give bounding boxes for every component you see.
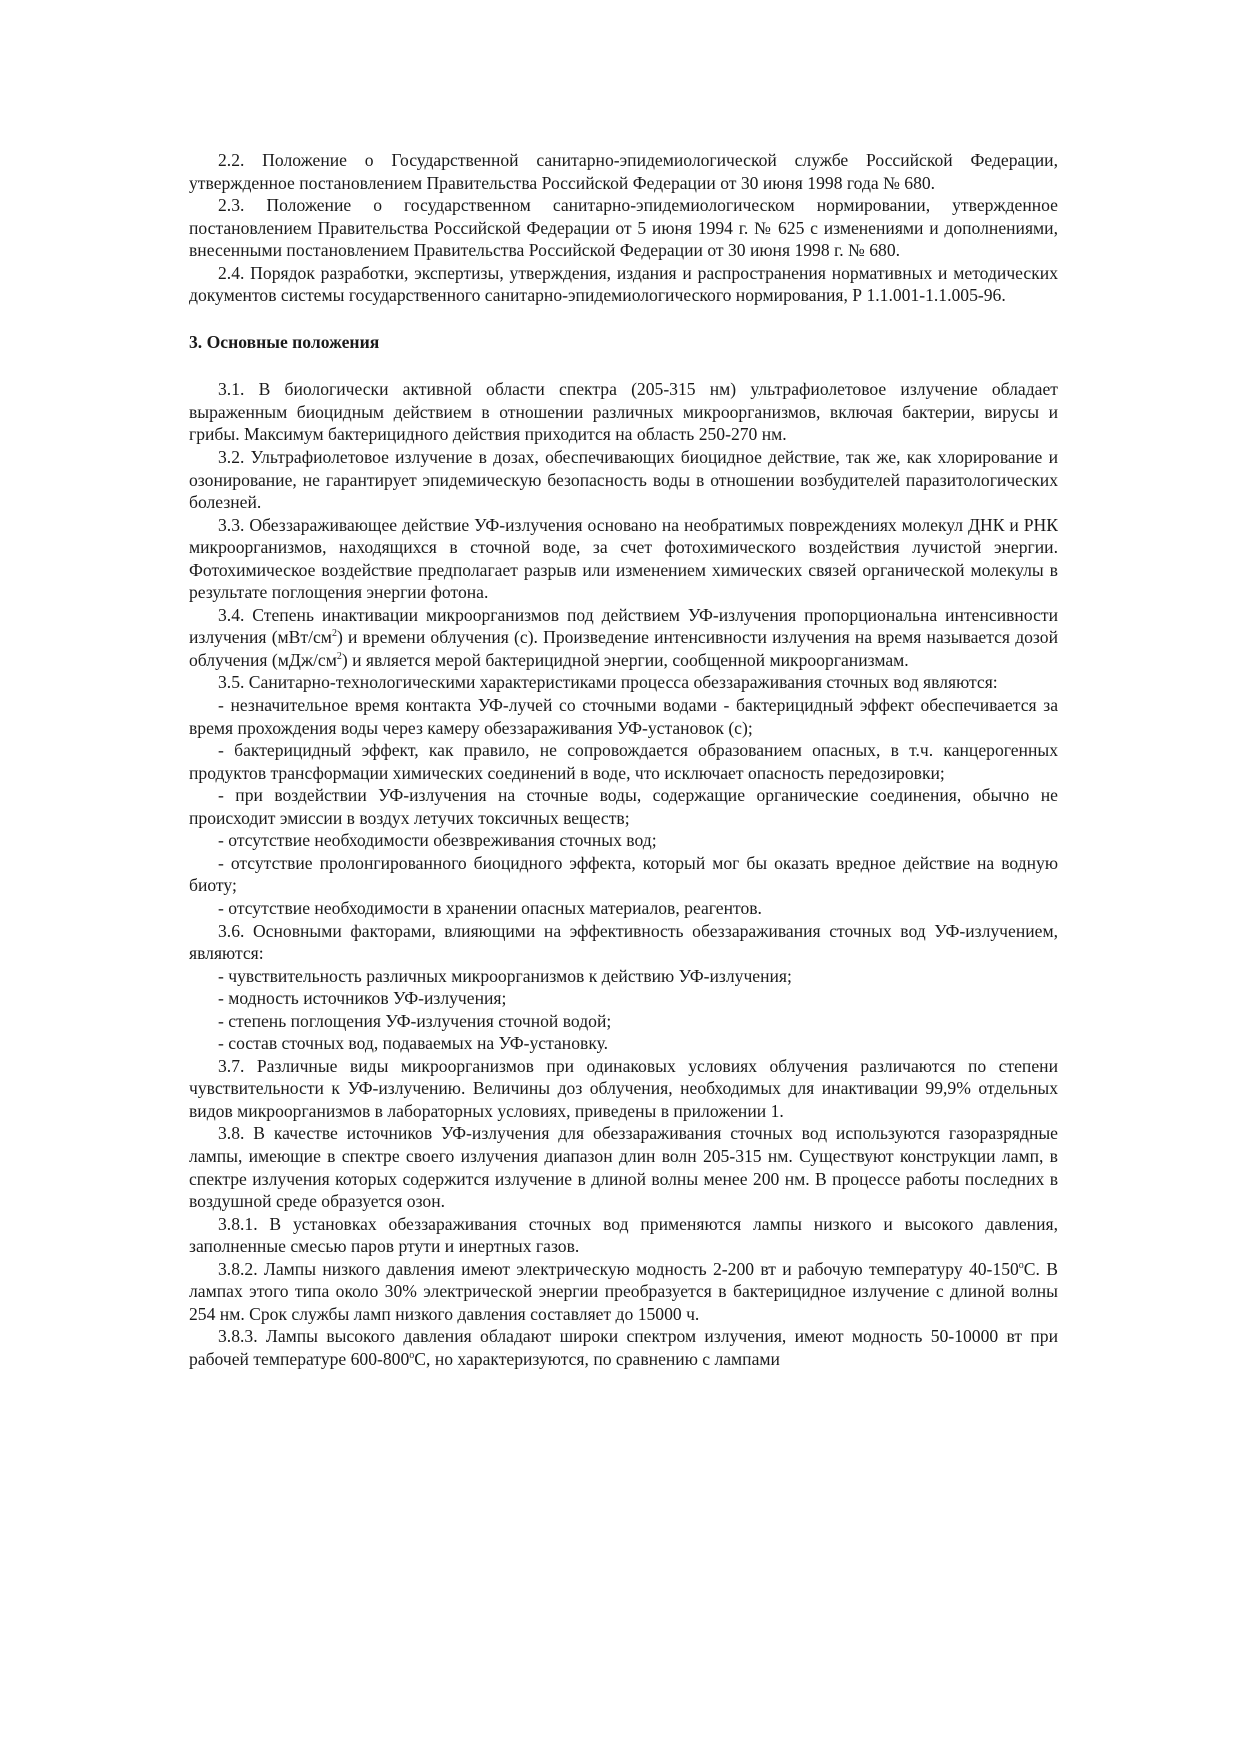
paragraph-3-8-1: 3.8.1. В установках обеззараживания сточных вод применяются лампы низкого и высокого давления, заполненные смесью паров ртути и инертных газов. <box>189 1213 1058 1257</box>
paragraph-2-3: 2.3. Положение о государственном санитарно-эпидемиологическом нормировании, утвержденное постановлением Правительства Российской Федерации от 5 июня 1994 г. № 625 с изменениями и дополнениями, внесенными постановлением Правительства Российской Федерации от 30 июня 1998 г. № 680. <box>189 195 1058 261</box>
paragraph-3-2: 3.2. Ультрафиолетовое излучение в дозах, обеспечивающих биоцидное действие, так же, как хлорирование и озонирование, не гарантирует эпидемическую безопасность воды в отношении возбудителей паразитологических болезней. <box>189 447 1058 513</box>
paragraph-3-8-3-text-b: С, но характеризуются, по сравнению с лампами <box>414 1348 780 1369</box>
degree-superscript: о <box>1018 1259 1024 1271</box>
list-item: - отсутствие пролонгированного биоцидного эффекта, который мог бы оказать вредное действие на водную биоту; <box>189 852 1058 896</box>
list-item: - отсутствие необходимости в хранении опасных материалов, реагентов. <box>218 897 762 918</box>
paragraph-3-4 <box>189 604 1058 672</box>
paragraph-3-8-2-text-b: С. В лампах этого типа около 30% электрической энергии преобразуется в бактерицидное излучение с длиной волны 254 нм. Срок службы ламп низкого давления составляет до 15000 ч. <box>189 1258 1058 1324</box>
list-item: - при воздействии УФ-излучения на сточные воды, содержащие органические соединения, обычно не происходит эмиссии в воздух летучих токсичных веществ; <box>189 785 1058 828</box>
degree-superscript: о <box>409 1349 415 1361</box>
paragraph-2-2: 2.2. Положение о Государственной санитарно-эпидемиологической службе Российской Федерации, утвержденное постановлением Правительства Российской Федерации от 30 июня 1998 года № 680. <box>189 150 1058 193</box>
paragraph-3-4-text-c: ) и является мерой бактерицидной энергии, сообщенной микроорганизмам. <box>341 649 909 670</box>
paragraph-3-4-text-a: 3.4. Степень инактивации микроорганизмов под действием УФ-излучения пропорциональна интенсивности излучения (мВт/см <box>189 604 1058 648</box>
paragraph-3-7: 3.7. Различные виды микроорганизмов при одинаковых условиях облучения различаются по степени чувствительности к УФ-излучению. Величины доз облучения, необходимых для инактивации 99,9% отдельных видов микроорганизмов в лабораторных условиях, приведены в приложении 1. <box>189 1055 1058 1121</box>
list-item: - степень поглощения УФ-излучения сточной водой; <box>218 1010 612 1031</box>
list-item: - незначительное время контакта УФ-лучей со сточными водами - бактерицидный эффект обеспечивается за время прохождения воды через камеру обеззараживания УФ-установок (с); <box>189 695 1058 738</box>
list-item: - бактерицидный эффект, как правило, не сопровождается образованием опасных, в т.ч. канцерогенных продуктов трансформации химических соединений в воде, что исключает опасность передозировки; <box>189 740 1058 783</box>
paragraph-3-1: 3.1. В биологически активной области спектра (205-315 нм) ультрафиолетовое излучение обладает выраженным биоцидным действием в отношении различных микроорганизмов, включая бактерии, вирусы и грибы. Максимум бактерицидного действия приходится на область 250-270 нм. <box>189 379 1058 445</box>
document-body <box>189 149 1058 1370</box>
list-item: - чувствительность различных микроорганизмов к действию УФ-излучения; <box>218 965 792 986</box>
superscript-2: 2 <box>336 650 342 662</box>
paragraph-3-5: 3.5. Санитарно-технологическими характеристиками процесса обеззараживания сточных вод являются: <box>218 672 998 693</box>
paragraph-3-8: 3.8. В качестве источников УФ-излучения для обеззараживания сточных вод используются газоразрядные лампы, имеющие в спектре своего излучения диапазон длин волн 205-315 нм. Существуют конструкции ламп, в спектре излучения которых содержится излучение в длиной волны менее 200 нм. В процессе работы последних в воздушной среде образуется озон. <box>189 1123 1058 1212</box>
paragraph-3-6: 3.6. Основными факторами, влияющими на эффективность обеззараживания сточных вод УФ-излучением, являются: <box>189 920 1058 964</box>
paragraph-3-8-3-text-a: 3.8.3. Лампы высокого давления обладают широки спектром излучения, имеют модность 50-10000 вт при рабочей температуре 600-800 <box>189 1326 1058 1369</box>
paragraph-3-4-text-b: ) и времени облучения (с). Произведение интенсивности излучения на время называется дозой облучения (мДж/см <box>189 627 1058 670</box>
paragraph-2-4: 2.4. Порядок разработки, экспертизы, утверждения, издания и распространения нормативных и методических документов системы государственного санитарно-эпидемиологического нормирования, Р 1.1.001-1.1.005-96. <box>189 262 1058 306</box>
superscript-2: 2 <box>331 628 337 640</box>
paragraph-3-8-3 <box>189 1325 1058 1370</box>
list-item: - состав сточных вод, подаваемых на УФ-установку. <box>218 1033 609 1054</box>
list-item: - отсутствие необходимости обезвреживания сточных вод; <box>218 830 657 851</box>
list-item: - модность источников УФ-излучения; <box>218 988 507 1009</box>
paragraph-3-3: 3.3. Обеззараживающее действие УФ-излучения основано на необратимых повреждениях молекул ДНК и РНК микроорганизмов, находящихся в сточной воде, за счет фотохимического воздействия лучистой энергии. Фотохимическое воздействие предполагает разрыв или изменением химических связей органической молекулы в результате поглощения энергии фотона. <box>189 514 1058 603</box>
paragraph-3-8-2-text-a: 3.8.2. Лампы низкого давления имеют электрическую модность 2-200 вт и рабочую температуру 40-150 <box>218 1258 1019 1279</box>
paragraph-3-8-2 <box>189 1258 1058 1326</box>
section-heading-3: 3. Основные положения <box>189 331 380 352</box>
